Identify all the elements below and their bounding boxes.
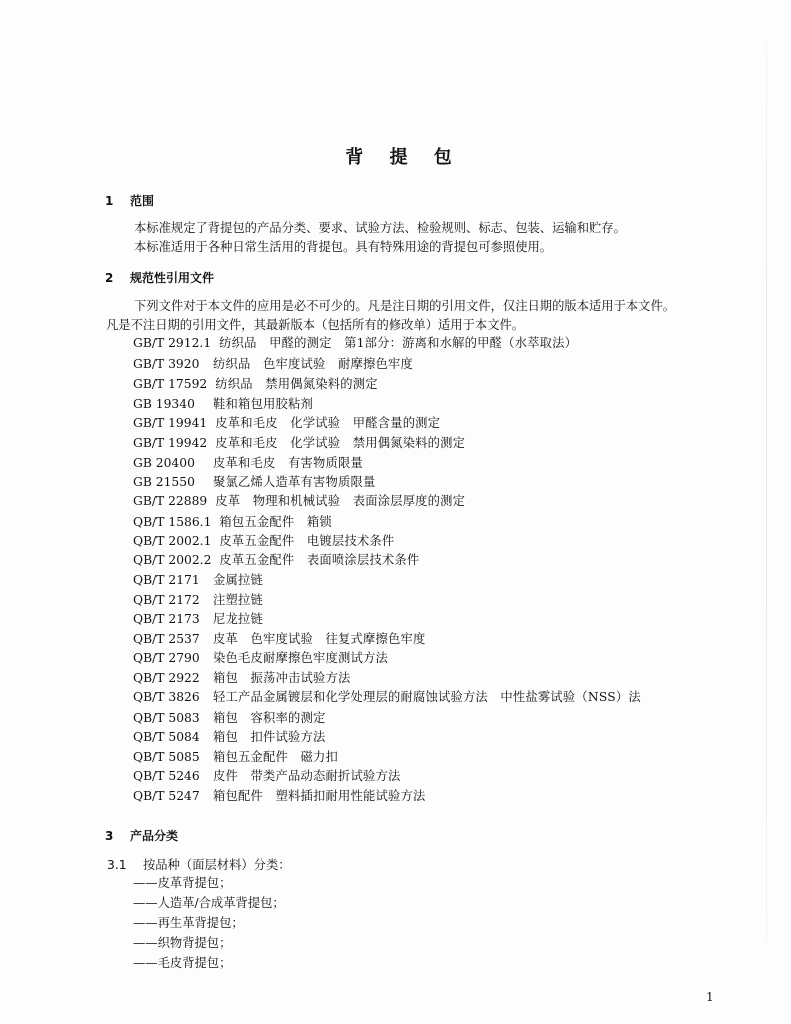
reference-title: 箱包配件 塑料插扣耐用性能试验方法 [213, 789, 426, 803]
reference-title: 金属拉链 [213, 573, 263, 587]
reference-title: 箱包 扣件试验方法 [213, 730, 326, 744]
reference-title: 注塑拉链 [213, 593, 263, 607]
section-title: 规范性引用文件 [130, 271, 215, 285]
subsection-number: 3.1 [107, 858, 127, 872]
scope-paragraph-2: 本标准适用于各种日常生活用的背提包。具有特殊用途的背提包可参照使用。 [134, 240, 553, 254]
reference-item [133, 335, 577, 351]
reference-code: QB/T 1586.1 [133, 515, 212, 529]
reference-code: QB/T 5085 [133, 750, 200, 764]
section-3-heading [105, 827, 178, 844]
reference-title: 箱包 容积率的测定 [213, 711, 326, 725]
reference-item [133, 768, 400, 784]
reference-title: 皮革 色牢度试验 往复式摩擦色牢度 [213, 632, 426, 646]
reference-title: 鞋和箱包用胶粘剂 [213, 397, 313, 411]
reference-title: 染色毛皮耐摩擦色牢度测试方法 [213, 651, 388, 665]
reference-code: QB/T 2172 [133, 593, 200, 607]
reference-item [133, 592, 263, 608]
reference-code: QB/T 2790 [133, 651, 200, 665]
reference-code: QB/T 2171 [133, 573, 200, 587]
reference-code: GB 19340 [133, 397, 195, 411]
reference-item [133, 455, 363, 471]
reference-item [133, 533, 394, 549]
reference-item [133, 670, 350, 686]
subsection-text: 按品种（面层材料）分类： [143, 858, 291, 872]
section-number: 2 [105, 271, 114, 285]
reference-code: QB/T 2537 [133, 632, 200, 646]
reference-item [133, 729, 325, 745]
page-number: 1 [706, 990, 714, 1004]
reference-code: QB/T 3826 [133, 690, 200, 704]
category-item: ——织物背提包； [133, 936, 232, 950]
reference-code: QB/T 2002.1 [133, 534, 212, 548]
reference-item [133, 435, 465, 451]
reference-item [133, 689, 641, 705]
reference-item [133, 749, 338, 765]
reference-title: 皮革五金配件 电镀层技术条件 [219, 534, 395, 548]
reference-code: GB/T 17592 [133, 377, 208, 391]
subsection-3-1 [107, 855, 291, 873]
reference-title: 纺织品 色牢度试验 耐摩擦色牢度 [213, 357, 413, 371]
section-title: 产品分类 [130, 829, 179, 843]
reference-item [133, 493, 465, 509]
reference-code: GB 21550 [133, 475, 195, 489]
reference-item [133, 650, 388, 666]
reference-item [133, 356, 413, 372]
reference-title: 皮革和毛皮 化学试验 禁用偶氮染料的测定 [215, 436, 466, 450]
reference-code: QB/T 2173 [133, 612, 200, 626]
reference-code: QB/T 2922 [133, 671, 200, 685]
scan-edge-line [766, 40, 767, 940]
references-intro-line-2: 凡是不注日期的引用文件，其最新版本（包括所有的修改单）适用于本文件。 [106, 318, 525, 332]
reference-code: QB/T 5247 [133, 789, 200, 803]
reference-title: 纺织品 禁用偶氮染料的测定 [215, 377, 378, 391]
references-intro-line-1: 下列文件对于本文件的应用是必不可少的。凡是注日期的引用文件，仅注日期的版本适用于本文件。 [134, 299, 676, 313]
reference-item [133, 514, 332, 530]
reference-code: QB/T 5084 [133, 730, 200, 744]
reference-code: GB/T 19942 [133, 436, 208, 450]
reference-item [133, 376, 378, 392]
section-number: 3 [105, 829, 114, 843]
reference-title: 箱包 振荡冲击试验方法 [213, 671, 351, 685]
reference-item [133, 710, 325, 726]
reference-title: 聚氯乙烯人造革有害物质限量 [213, 475, 376, 489]
reference-title: 皮革和毛皮 有害物质限量 [213, 456, 363, 470]
reference-code: GB/T 2912.1 [133, 336, 212, 350]
document-title: 背 提 包 [345, 147, 462, 168]
category-item: ——人造革/合成革背提包； [133, 896, 285, 910]
reference-title: 尼龙拉链 [213, 612, 263, 626]
category-item: ——毛皮背提包； [133, 956, 232, 970]
reference-item [133, 415, 440, 431]
category-item: ——再生革背提包； [133, 916, 244, 930]
section-2-heading [105, 269, 214, 286]
reference-item [133, 611, 263, 627]
reference-code: GB/T 22889 [133, 494, 208, 508]
reference-item [133, 552, 419, 568]
reference-item [133, 788, 425, 804]
section-title: 范围 [130, 194, 155, 208]
reference-item [133, 631, 425, 647]
section-number: 1 [105, 194, 114, 208]
scope-paragraph-1: 本标准规定了背提包的产品分类、要求、试验方法、检验规则、标志、包装、运输和贮存。 [134, 221, 626, 235]
category-item: ——皮革背提包； [133, 876, 232, 890]
reference-title: 皮件 带类产品动态耐折试验方法 [213, 769, 401, 783]
reference-title: 箱包五金配件 箱锁 [219, 515, 332, 529]
reference-item [133, 396, 313, 412]
reference-title: 皮革和毛皮 化学试验 甲醛含量的测定 [215, 416, 441, 430]
reference-code: QB/T 5083 [133, 711, 200, 725]
reference-item [133, 474, 375, 490]
reference-title: 纺织品 甲醛的测定 第1部分：游离和水解的甲醛（水萃取法） [219, 336, 578, 350]
reference-title: 皮革 物理和机械试验 表面涂层厚度的测定 [215, 494, 466, 508]
reference-code: QB/T 5246 [133, 769, 200, 783]
reference-code: GB 20400 [133, 456, 195, 470]
reference-code: GB/T 3920 [133, 357, 200, 371]
reference-code: GB/T 19941 [133, 416, 208, 430]
section-1-heading [105, 192, 154, 209]
reference-code: QB/T 2002.2 [133, 553, 212, 567]
reference-title: 皮革五金配件 表面喷涂层技术条件 [219, 553, 420, 567]
reference-title: 箱包五金配件 磁力扣 [213, 750, 338, 764]
reference-item [133, 572, 263, 588]
reference-title: 轻工产品金属镀层和化学处理层的耐腐蚀试验方法 中性盐雾试验（NSS）法 [213, 690, 641, 704]
